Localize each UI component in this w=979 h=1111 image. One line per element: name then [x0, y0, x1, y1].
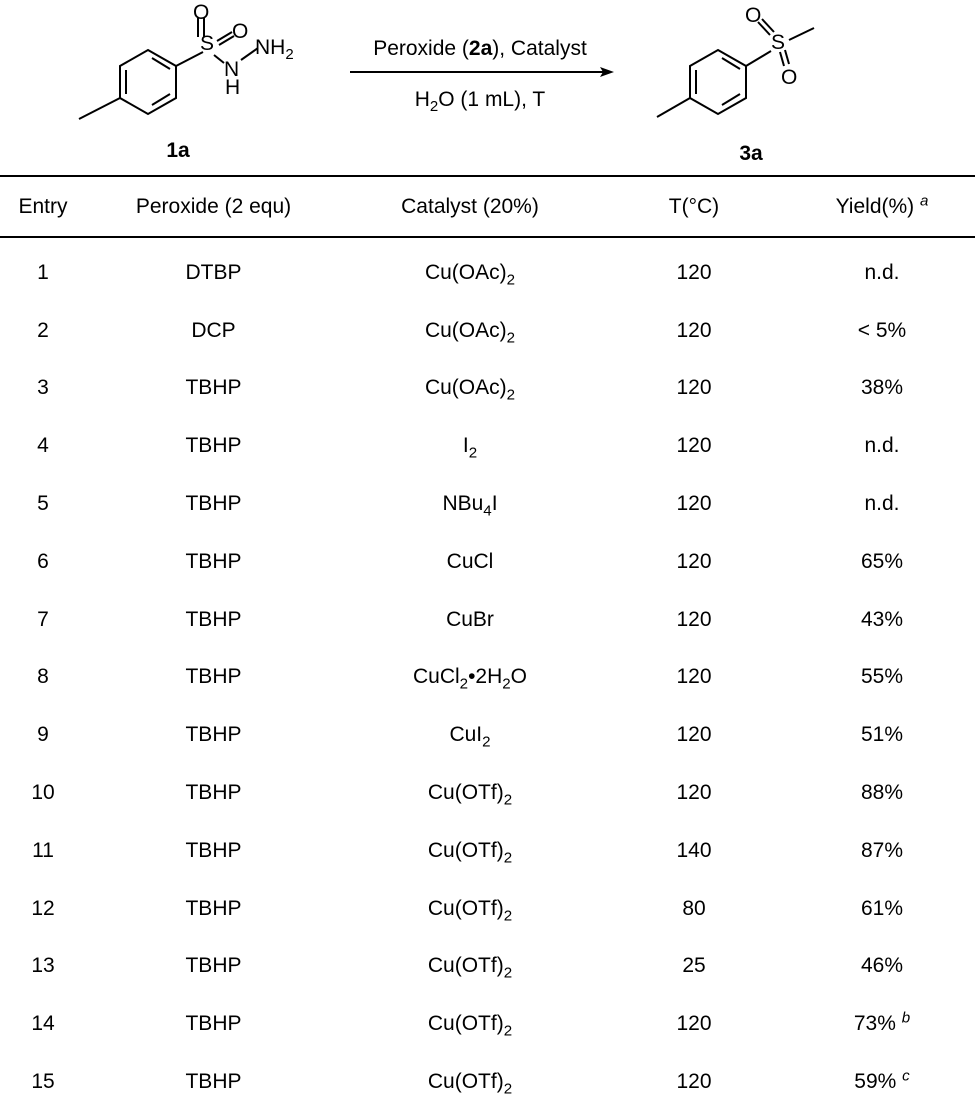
cell-catalyst	[341, 995, 599, 1053]
yield-value: 46%	[860, 954, 904, 978]
product-atom-o2: O	[781, 66, 798, 89]
table-row	[0, 533, 975, 591]
reactant-atom-s: S	[200, 32, 215, 55]
product-atom-s: S	[771, 31, 786, 54]
cell-peroxide: TBHP	[185, 838, 242, 862]
table-row	[0, 360, 975, 418]
yield-value: < 5%	[857, 318, 907, 342]
yield-value: 65%	[860, 549, 904, 573]
cell-temperature: 120	[676, 781, 712, 805]
table-header-row	[0, 178, 975, 236]
table-row	[0, 995, 975, 1053]
reactant-label: 1a	[166, 139, 190, 162]
cell-catalyst	[341, 706, 599, 764]
cell-catalyst	[341, 302, 599, 360]
header-catalyst: Catalyst (20%)	[401, 195, 539, 218]
cell-peroxide: TBHP	[185, 492, 242, 516]
cell-yield	[789, 360, 975, 418]
cell-yield	[789, 706, 975, 764]
yield-footnote: c	[902, 1067, 910, 1085]
cell-yield	[789, 880, 975, 938]
cell-temperature: 140	[676, 838, 712, 862]
catalyst-text: Cu(OAc)	[424, 260, 507, 284]
cell-temperature: 120	[676, 549, 712, 573]
catalyst-subscript: 2	[502, 675, 511, 693]
cell-yield	[789, 938, 975, 996]
cell-entry: 8	[37, 665, 49, 689]
catalyst-subscript: 2	[468, 444, 478, 462]
yield-value: 61%	[860, 896, 904, 920]
cell-entry: 9	[37, 723, 49, 747]
catalyst-text: Cu(OTf)	[427, 896, 504, 920]
cell-catalyst	[341, 764, 599, 822]
cell-peroxide: TBHP	[185, 434, 242, 458]
cell-catalyst	[341, 1053, 599, 1111]
cell-peroxide: TBHP	[185, 723, 242, 747]
catalyst-text: Cu(OAc)	[424, 376, 507, 400]
catalyst-text: Cu(OAc)	[424, 318, 507, 342]
yield-value: 51%	[860, 723, 904, 747]
cell-temperature: 25	[682, 954, 706, 978]
cell-entry: 14	[31, 1012, 55, 1036]
footnote-a: a	[920, 192, 929, 210]
catalyst-text: CuI	[449, 723, 483, 747]
yield-footnote: b	[901, 1009, 911, 1027]
table-row	[0, 764, 975, 822]
cell-entry: 5	[37, 492, 49, 516]
cell-catalyst	[341, 236, 599, 302]
cell-peroxide: TBHP	[185, 1012, 242, 1036]
catalyst-text: Cu(OTf)	[427, 954, 504, 978]
cell-entry: 12	[31, 896, 55, 920]
reactant-atom-nh2: $NH_2$	[255, 36, 294, 63]
cell-yield	[789, 417, 975, 475]
optimization-table	[0, 178, 975, 1111]
catalyst-text: Cu(OTf)	[427, 1070, 504, 1094]
cell-temperature: 120	[676, 723, 712, 747]
cell-catalyst	[341, 938, 599, 996]
cell-temperature: 80	[682, 896, 706, 920]
yield-value: 88%	[860, 781, 904, 805]
table-row	[0, 706, 975, 764]
cell-catalyst	[341, 822, 599, 880]
cell-yield	[789, 475, 975, 533]
yield-value: 38%	[860, 376, 904, 400]
cell-yield	[789, 302, 975, 360]
catalyst-text: Cu(OTf)	[427, 1012, 504, 1036]
cell-peroxide: TBHP	[185, 781, 242, 805]
arrow-conditions-above: Peroxide (2a), Catalyst	[373, 37, 587, 60]
table-row	[0, 649, 975, 707]
table-row	[0, 1053, 975, 1111]
yield-value: 87%	[860, 838, 904, 862]
table-row	[0, 236, 975, 302]
catalyst-subscript: 2	[459, 675, 469, 693]
cell-yield	[789, 236, 975, 302]
cell-entry: 6	[37, 549, 49, 573]
cell-peroxide: TBHP	[185, 549, 242, 573]
catalyst-subscript: 2	[503, 791, 513, 809]
catalyst-subscript: 2	[503, 849, 513, 867]
catalyst-text: CuBr	[446, 607, 494, 631]
cell-temperature: 120	[676, 492, 712, 516]
cell-temperature: 120	[676, 1070, 712, 1094]
cell-peroxide: TBHP	[185, 607, 242, 631]
cell-yield	[789, 822, 975, 880]
catalyst-text: •2H	[468, 665, 503, 689]
cell-peroxide: DCP	[191, 318, 236, 342]
catalyst-subscript: 4	[483, 502, 492, 520]
cell-catalyst	[341, 533, 599, 591]
catalyst-text: I	[462, 434, 469, 458]
catalyst-text: CuCl	[446, 549, 494, 573]
cell-catalyst	[341, 649, 599, 707]
cell-entry: 10	[31, 781, 55, 805]
yield-value: 43%	[860, 607, 904, 631]
header-entry: Entry	[18, 195, 68, 218]
catalyst-subscript: 2	[503, 1022, 513, 1040]
product-atom-o1: O	[745, 4, 762, 27]
catalyst-text: I	[491, 492, 498, 516]
cell-entry: 3	[37, 376, 49, 400]
cell-entry: 1	[37, 260, 49, 284]
cell-temperature: 120	[676, 318, 712, 342]
table-row	[0, 880, 975, 938]
catalyst-subscript: 2	[503, 906, 513, 924]
cell-peroxide: TBHP	[185, 1070, 242, 1094]
catalyst-text: O	[510, 665, 528, 689]
product-label: 3a	[739, 142, 763, 165]
reactant-atom-o2: O	[232, 20, 249, 43]
header-yield: Yield(%) $^a$	[835, 192, 929, 218]
cell-temperature: 120	[676, 665, 712, 689]
cell-peroxide: TBHP	[185, 896, 242, 920]
yield-value: n.d.	[864, 492, 900, 516]
cell-entry: 15	[31, 1070, 55, 1094]
yield-value: n.d.	[864, 260, 900, 284]
table-row	[0, 822, 975, 880]
cell-temperature: 120	[676, 607, 712, 631]
cell-entry: 4	[37, 434, 49, 458]
catalyst-text: Cu(OTf)	[427, 838, 504, 862]
yield-value: 73%	[853, 1012, 896, 1036]
table-row	[0, 417, 975, 475]
yield-value: n.d.	[864, 434, 900, 458]
table-top-rule	[0, 175, 975, 177]
table-row	[0, 591, 975, 649]
catalyst-text: NBu	[442, 492, 484, 516]
yield-value: 59%	[854, 1070, 897, 1094]
cell-catalyst	[341, 417, 599, 475]
table-row	[0, 475, 975, 533]
cell-temperature: 120	[676, 260, 712, 284]
cell-peroxide: TBHP	[185, 954, 242, 978]
cell-temperature: 120	[676, 1012, 712, 1036]
cell-catalyst	[341, 880, 599, 938]
cell-entry: 13	[31, 954, 55, 978]
catalyst-subscript: 2	[482, 733, 491, 751]
arrow-conditions-below: $H_2O$ (1 mL), T	[414, 88, 546, 115]
catalyst-text: Cu(OTf)	[427, 781, 504, 805]
reactant-atom-n: N	[224, 58, 240, 81]
yield-value: 55%	[860, 665, 904, 689]
cell-temperature: 120	[676, 376, 712, 400]
cell-yield	[789, 649, 975, 707]
cell-peroxide: TBHP	[185, 665, 242, 689]
catalyst-subscript: 2	[503, 964, 513, 982]
cell-entry: 7	[37, 607, 49, 631]
cell-catalyst	[341, 591, 599, 649]
cell-temperature: 120	[676, 434, 712, 458]
header-peroxide: Peroxide (2 equ)	[135, 195, 292, 218]
cell-yield	[789, 533, 975, 591]
cell-yield	[789, 591, 975, 649]
catalyst-subscript: 2	[506, 386, 516, 404]
catalyst-subscript: 2	[503, 1080, 513, 1098]
cell-yield	[789, 995, 975, 1053]
catalyst-subscript: 2	[506, 271, 516, 289]
cell-catalyst	[341, 360, 599, 418]
cell-peroxide: DTBP	[185, 260, 242, 284]
catalyst-subscript: 2	[506, 328, 516, 346]
table-row	[0, 938, 975, 996]
cell-catalyst	[341, 475, 599, 533]
reaction-scheme	[0, 0, 979, 175]
table-row	[0, 302, 975, 360]
header-temperature: T(°C)	[668, 195, 720, 218]
catalyst-text: CuCl	[412, 665, 460, 689]
cell-peroxide: TBHP	[185, 376, 242, 400]
cell-entry: 2	[37, 318, 49, 342]
reactant-atom-h: H	[225, 76, 241, 99]
reactant-atom-o1: O	[193, 1, 210, 24]
cell-entry: 11	[32, 838, 54, 862]
cell-yield	[789, 764, 975, 822]
cell-yield	[789, 1053, 975, 1111]
